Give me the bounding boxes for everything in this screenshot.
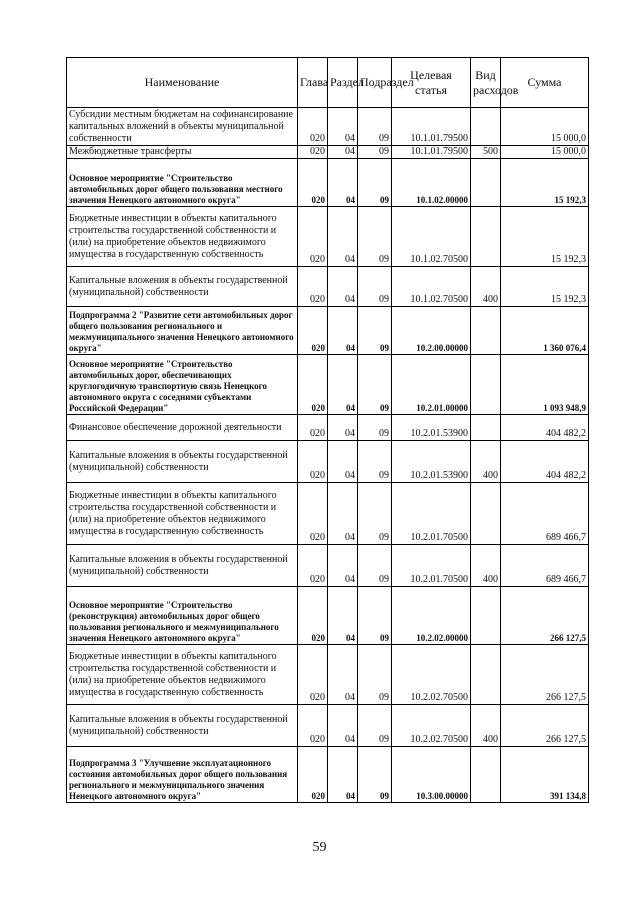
row-podrazdel: 09 [358, 587, 392, 645]
header-sum: Сумма [501, 58, 589, 108]
row-razdel: 04 [328, 587, 358, 645]
row-vid [471, 159, 501, 207]
row-sum: 689 466,7 [501, 545, 589, 587]
row-podrazdel: 09 [358, 307, 392, 355]
row-glava: 020 [298, 207, 328, 267]
row-sum: 404 482,2 [501, 441, 589, 483]
row-podrazdel: 09 [358, 545, 392, 587]
table-row [67, 545, 589, 587]
header-target: Целевая статья [392, 58, 471, 108]
row-target: 10.3.00.00000 [392, 747, 471, 803]
header-vid: Вид расходов [471, 58, 501, 108]
table-header-row [67, 58, 589, 108]
row-target: 10.2.01.00000 [392, 355, 471, 415]
row-sum: 404 482,2 [501, 415, 589, 441]
header-razdel: Раздел [328, 58, 358, 108]
table-row [67, 483, 589, 545]
row-razdel: 04 [328, 483, 358, 545]
row-name: Подпрограмма 3 "Улучшение эксплуатационного состояния автомобильных дорог общего пользования регионального и межмуниципального значения Ненецкого автономного округа" [67, 747, 298, 803]
row-name: Бюджетные инвестиции в объекты капитального строительства государственной собственности и (или) на приобретение объектов недвижимого имущества в государственную собственность [67, 645, 298, 705]
table-row [67, 146, 589, 159]
row-target: 10.1.01.79500 [392, 108, 471, 146]
row-name: Субсидии местным бюджетам на софинансирование капитальных вложений в объекты муниципальной собственности [67, 108, 298, 146]
row-podrazdel: 09 [358, 159, 392, 207]
row-vid [471, 355, 501, 415]
row-glava: 020 [298, 355, 328, 415]
row-name: Капитальные вложения в объекты государственной (муниципальной) собственности [67, 545, 298, 587]
row-vid [471, 645, 501, 705]
row-vid: 400 [471, 545, 501, 587]
budget-table [66, 57, 589, 803]
row-razdel: 04 [328, 267, 358, 307]
row-target: 10.2.02.00000 [392, 587, 471, 645]
row-razdel: 04 [328, 415, 358, 441]
row-target: 10.1.02.70500 [392, 207, 471, 267]
row-glava: 020 [298, 108, 328, 146]
row-name: Основное мероприятие "Строительство автомобильных дорог, обеспечивающих круглогодичную транспортную связь Ненецкого автономного округа с соседними субъектами Российской Федерации" [67, 355, 298, 415]
row-vid [471, 483, 501, 545]
row-target: 10.2.01.53900 [392, 441, 471, 483]
row-sum: 266 127,5 [501, 587, 589, 645]
row-vid: 400 [471, 267, 501, 307]
row-glava: 020 [298, 146, 328, 159]
row-podrazdel: 09 [358, 441, 392, 483]
row-vid: 500 [471, 146, 501, 159]
row-vid: 400 [471, 441, 501, 483]
row-sum: 266 127,5 [501, 645, 589, 705]
row-razdel: 04 [328, 545, 358, 587]
row-sum: 689 466,7 [501, 483, 589, 545]
table-row [67, 307, 589, 355]
row-vid [471, 207, 501, 267]
row-vid [471, 415, 501, 441]
row-name: Межбюджетные трансферты [67, 146, 298, 159]
row-razdel: 04 [328, 747, 358, 803]
row-razdel: 04 [328, 355, 358, 415]
row-target: 10.2.01.70500 [392, 483, 471, 545]
row-glava: 020 [298, 645, 328, 705]
row-vid [471, 108, 501, 146]
row-glava: 020 [298, 307, 328, 355]
header-name: Наименование [67, 58, 298, 108]
row-podrazdel: 09 [358, 267, 392, 307]
row-sum: 15 192,3 [501, 159, 589, 207]
row-glava: 020 [298, 441, 328, 483]
row-glava: 020 [298, 747, 328, 803]
row-target: 10.1.02.70500 [392, 267, 471, 307]
row-name: Капитальные вложения в объекты государственной (муниципальной) собственности [67, 441, 298, 483]
row-name: Основное мероприятие "Строительство (реконструкция) автомобильных дорог общего пользования регионального и межмуниципального значения Ненецкого автономного округа" [67, 587, 298, 645]
row-vid [471, 747, 501, 803]
row-podrazdel: 09 [358, 207, 392, 267]
row-name: Бюджетные инвестиции в объекты капитального строительства государственной собственности и (или) на приобретение объектов недвижимого имущества в государственную собственность [67, 207, 298, 267]
row-sum: 15 000,0 [501, 146, 589, 159]
table-row [67, 587, 589, 645]
row-razdel: 04 [328, 441, 358, 483]
row-name: Бюджетные инвестиции в объекты капитального строительства государственной собственности и (или) на приобретение объектов недвижимого имущества в государственную собственность [67, 483, 298, 545]
row-sum: 15 192,3 [501, 267, 589, 307]
row-name: Подпрограмма 2 "Развитие сети автомобильных дорог общего пользования регионального и межмуниципального значения Ненецкого автономного округа" [67, 307, 298, 355]
table-row [67, 159, 589, 207]
row-target: 10.1.02.00000 [392, 159, 471, 207]
row-razdel: 04 [328, 159, 358, 207]
table-row [67, 355, 589, 415]
row-glava: 020 [298, 587, 328, 645]
row-target: 10.2.00.00000 [392, 307, 471, 355]
row-podrazdel: 09 [358, 705, 392, 747]
row-vid [471, 307, 501, 355]
row-vid [471, 587, 501, 645]
row-podrazdel: 09 [358, 645, 392, 705]
row-razdel: 04 [328, 108, 358, 146]
row-glava: 020 [298, 545, 328, 587]
row-razdel: 04 [328, 307, 358, 355]
row-podrazdel: 09 [358, 483, 392, 545]
row-podrazdel: 09 [358, 415, 392, 441]
row-razdel: 04 [328, 207, 358, 267]
header-podrazdel: Подраздел [358, 58, 392, 108]
row-target: 10.2.01.53900 [392, 415, 471, 441]
row-podrazdel: 09 [358, 355, 392, 415]
row-razdel: 04 [328, 705, 358, 747]
row-target: 10.2.02.70500 [392, 645, 471, 705]
row-glava: 020 [298, 705, 328, 747]
row-razdel: 04 [328, 645, 358, 705]
row-podrazdel: 09 [358, 747, 392, 803]
row-sum: 266 127,5 [501, 705, 589, 747]
table-row [67, 441, 589, 483]
row-glava: 020 [298, 267, 328, 307]
row-target: 10.2.01.70500 [392, 545, 471, 587]
table-row [67, 108, 589, 146]
table-row [67, 267, 589, 307]
row-sum: 1 093 948,9 [501, 355, 589, 415]
row-razdel: 04 [328, 146, 358, 159]
row-glava: 020 [298, 483, 328, 545]
row-podrazdel: 09 [358, 108, 392, 146]
header-glava: Глава [298, 58, 328, 108]
page-number: 59 [312, 840, 327, 855]
row-name: Капитальные вложения в объекты государственной (муниципальной) собственности [67, 267, 298, 307]
row-name: Финансовое обеспечение дорожной деятельности [67, 415, 298, 441]
row-vid: 400 [471, 705, 501, 747]
row-sum: 391 134,8 [501, 747, 589, 803]
row-target: 10.2.02.70500 [392, 705, 471, 747]
row-target: 10.1.01.79500 [392, 146, 471, 159]
row-sum: 1 360 076,4 [501, 307, 589, 355]
row-name: Капитальные вложения в объекты государственной (муниципальной) собственности [67, 705, 298, 747]
table-row [67, 645, 589, 705]
table-row [67, 705, 589, 747]
row-sum: 15 000,0 [501, 108, 589, 146]
row-name: Основное мероприятие "Строительство автомобильных дорог общего пользования местного значения Ненецкого автономного округа" [67, 159, 298, 207]
row-podrazdel: 09 [358, 146, 392, 159]
table-row [67, 207, 589, 267]
row-sum: 15 192,3 [501, 207, 589, 267]
table-row [67, 415, 589, 441]
row-glava: 020 [298, 159, 328, 207]
table-row [67, 747, 589, 803]
row-glava: 020 [298, 415, 328, 441]
